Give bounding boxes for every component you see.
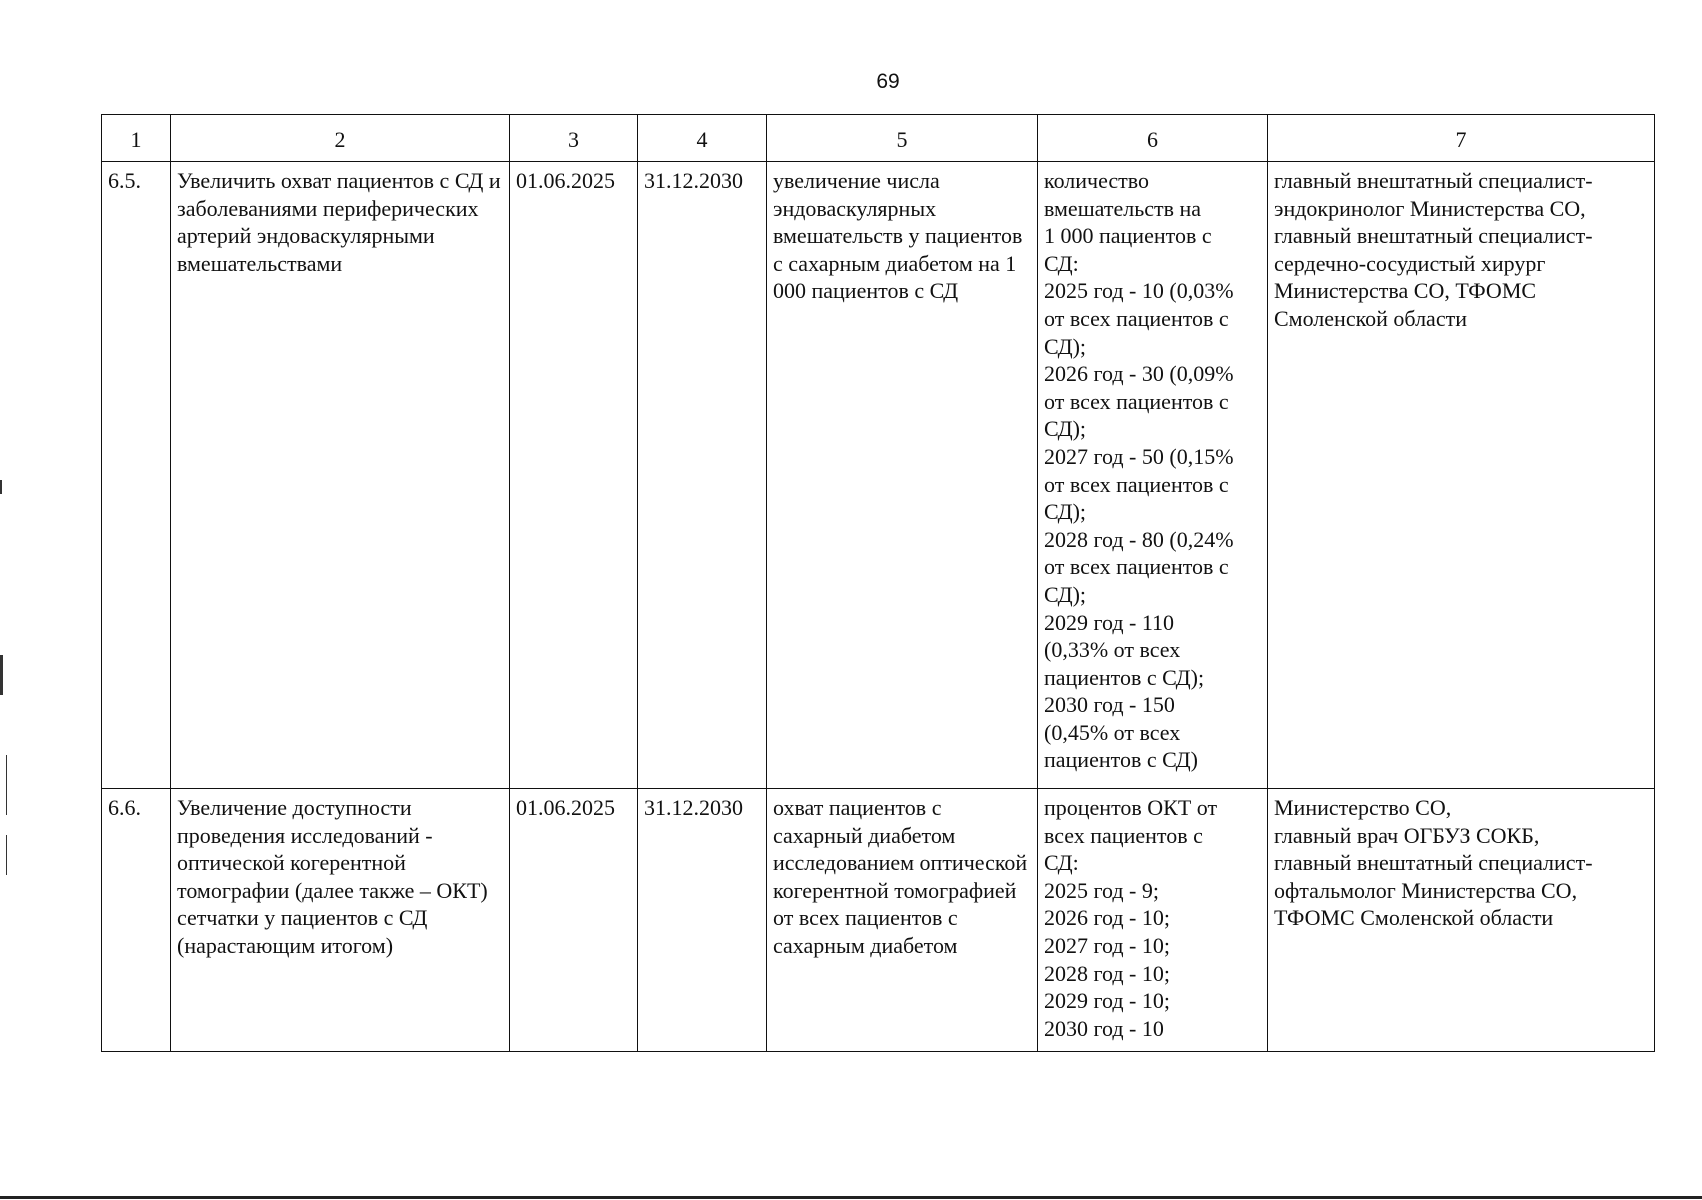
column-number-header-row <box>102 115 1655 162</box>
column-header: 1 <box>102 115 171 162</box>
responsible-cell: Министерство СО, главный врач ОГБУЗ СОКБ, главный внештатный специалист- офтальмолог Министерства СО, ТФОМС Смоленской области <box>1268 789 1655 1052</box>
start-date-cell: 01.06.2025 <box>510 789 638 1052</box>
task-cell: Увеличить охват пациентов с СД и заболеваниями периферических артерий эндоваскулярными вмешательствами <box>171 162 510 789</box>
column-header: 3 <box>510 115 638 162</box>
column-header: 7 <box>1268 115 1655 162</box>
result-cell: увеличение числа эндоваскулярных вмешательств у пациентов с сахарным диабетом на 1 000 пациентов с СД <box>767 162 1038 789</box>
scan-bottom-edge <box>0 1196 1702 1199</box>
indicator-cell: количество вмешательств на 1 000 пациентов с СД: 2025 год - 10 (0,03% от всех пациентов с СД); 2026 год - 30 (0,09% от всех пациентов с СД); 2027 год - 50 (0,15% от всех пациентов с СД); 2028 год - 80 (0,24% от всех пациентов с СД); 2029 год - 110 (0,33% от всех пациентов с СД); 2030 год - 150 (0,45% от всех пациентов с СД) <box>1038 162 1268 789</box>
table-row <box>102 162 1655 789</box>
column-header: 6 <box>1038 115 1268 162</box>
scan-edge-mark <box>6 835 7 875</box>
end-date-cell: 31.12.2030 <box>638 162 767 789</box>
scan-edge-mark <box>0 655 3 695</box>
row-number: 6.6. <box>102 789 171 1052</box>
scan-edge-mark <box>6 755 7 815</box>
scan-edge-mark <box>0 480 2 494</box>
result-cell: охват пациентов с сахарный диабетом исследованием оптической когерентной томографией от всех пациентов с сахарным диабетом <box>767 789 1038 1052</box>
plan-table <box>101 114 1655 1052</box>
start-date-cell: 01.06.2025 <box>510 162 638 789</box>
column-header: 2 <box>171 115 510 162</box>
column-header: 4 <box>638 115 767 162</box>
column-header: 5 <box>767 115 1038 162</box>
page-number: 69 <box>876 70 900 93</box>
end-date-cell: 31.12.2030 <box>638 789 767 1052</box>
table-row <box>102 789 1655 1052</box>
indicator-cell: процентов ОКТ от всех пациентов с СД: 2025 год - 9; 2026 год - 10; 2027 год - 10; 2028 год - 10; 2029 год - 10; 2030 год - 10 <box>1038 789 1268 1052</box>
task-cell: Увеличение доступности проведения исследований - оптической когерентной томографии (далее также – ОКТ) сетчатки у пациентов с СД (нарастающим итогом) <box>171 789 510 1052</box>
responsible-cell: главный внештатный специалист- эндокринолог Министерства СО, главный внештатный специалист- сердечно-сосудистый хирург Министерства СО, ТФОМС Смоленской области <box>1268 162 1655 789</box>
row-number: 6.5. <box>102 162 171 789</box>
